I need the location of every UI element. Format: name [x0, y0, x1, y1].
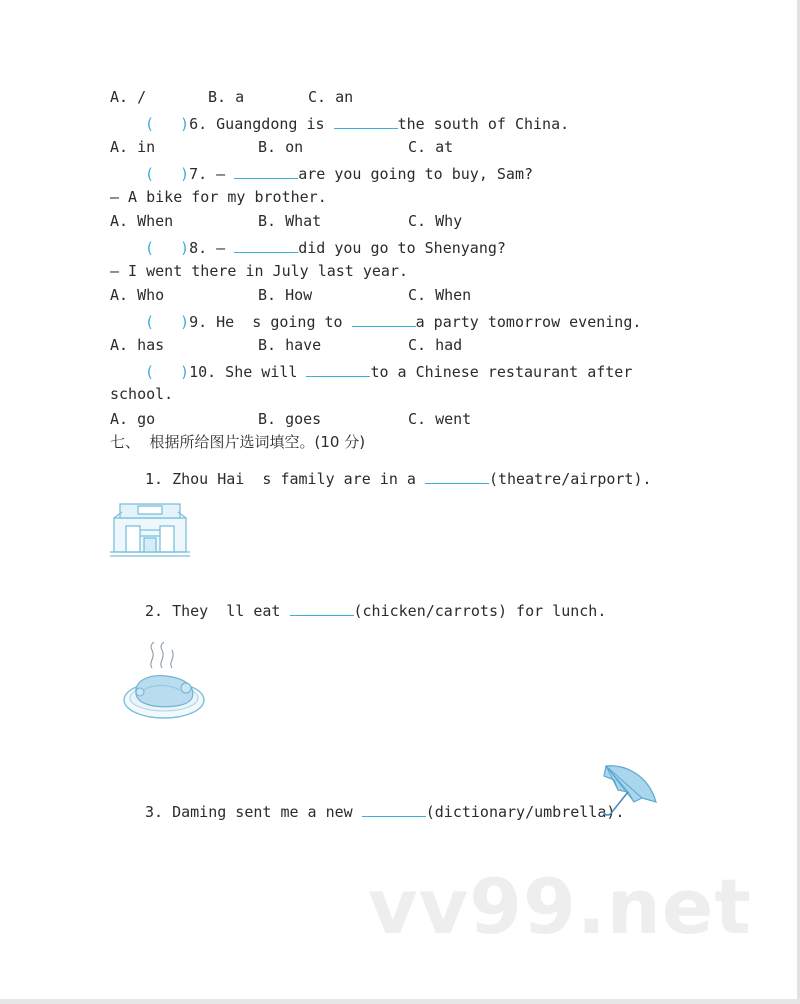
answer-blank[interactable]	[425, 467, 489, 484]
option-b: B. goes	[258, 410, 322, 428]
dialogue-answer: — I went there in July last year.	[110, 262, 409, 280]
option-c: C. had	[408, 336, 463, 354]
question-text: 3. Daming sent me a new	[145, 803, 362, 821]
option-c: C. went	[408, 410, 472, 428]
answer-blank[interactable]	[362, 800, 426, 817]
option-a: A. Who	[110, 286, 165, 304]
question-7	[145, 162, 533, 184]
answer-paren-open: (	[145, 165, 155, 183]
option-b: B. on	[258, 138, 304, 156]
question-text: He s going to	[207, 313, 352, 331]
answer-paren-open: (	[145, 239, 155, 257]
option-c: C. at	[408, 138, 454, 156]
question-text: She will	[216, 363, 307, 381]
option-b: B. a	[208, 88, 245, 106]
answer-blank[interactable]	[234, 162, 298, 179]
question-8	[145, 236, 506, 258]
option-a: A. go	[110, 410, 156, 428]
question-text: Guangdong is	[207, 115, 334, 133]
section-title: 七、 根据所给图片选词填空。(10 分)	[110, 433, 366, 451]
fill-question-3	[145, 800, 624, 822]
watermark: vv99.net	[368, 862, 752, 951]
answer-paren-open: (	[145, 363, 155, 381]
answer-paren-close: )	[180, 313, 190, 331]
answer-blank[interactable]	[334, 112, 398, 129]
answer-blank[interactable]	[234, 236, 298, 253]
umbrella-icon	[598, 762, 660, 820]
question-6	[145, 112, 569, 134]
answer-paren-close: )	[180, 165, 190, 183]
option-a: A. in	[110, 138, 156, 156]
answer-paren-open: (	[145, 115, 155, 133]
question-number: 10.	[189, 363, 217, 381]
question-number: 7.	[189, 165, 208, 183]
question-number: 9.	[189, 313, 208, 331]
question-text: —	[207, 239, 235, 257]
option-a: A. When	[110, 212, 174, 230]
question-text: are you going to buy, Sam?	[298, 165, 534, 183]
roast-chicken-icon	[122, 642, 208, 722]
question-text: (dictionary/umbrella).	[425, 803, 625, 821]
option-c: C. When	[408, 286, 472, 304]
page-edge-bottom	[0, 999, 800, 1004]
answer-paren-close: )	[180, 115, 190, 133]
option-b: B. How	[258, 286, 313, 304]
option-a: A. /	[110, 88, 147, 106]
question-text: (theatre/airport).	[488, 470, 652, 488]
question-number: 8.	[189, 239, 208, 257]
option-b: B. have	[258, 336, 322, 354]
answer-blank[interactable]	[306, 360, 370, 377]
question-text: to a Chinese restaurant after	[370, 363, 633, 381]
option-b: B. What	[258, 212, 322, 230]
answer-blank[interactable]	[352, 310, 416, 327]
question-text: (chicken/carrots) for lunch.	[353, 602, 607, 620]
question-text: did you go to Shenyang?	[298, 239, 506, 257]
question-text: the south of China.	[397, 115, 570, 133]
answer-paren-close: )	[180, 363, 190, 381]
option-c: C. an	[308, 88, 354, 106]
question-text-continued: school.	[110, 385, 174, 403]
dialogue-answer: — A bike for my brother.	[110, 188, 327, 206]
question-9	[145, 310, 641, 332]
answer-paren-close: )	[180, 239, 190, 257]
answer-blank[interactable]	[290, 599, 354, 616]
question-10	[145, 360, 632, 382]
question-text: —	[207, 165, 235, 183]
question-number: 6.	[189, 115, 208, 133]
option-c: C. Why	[408, 212, 463, 230]
fill-question-2	[145, 599, 606, 621]
fill-question-1	[145, 467, 652, 489]
answer-paren-open: (	[145, 313, 155, 331]
option-a: A. has	[110, 336, 165, 354]
theatre-icon	[110, 500, 190, 558]
question-text: 2. They ll eat	[145, 602, 290, 620]
question-text: a party tomorrow evening.	[415, 313, 642, 331]
question-text: 1. Zhou Hai s family are in a	[145, 470, 425, 488]
